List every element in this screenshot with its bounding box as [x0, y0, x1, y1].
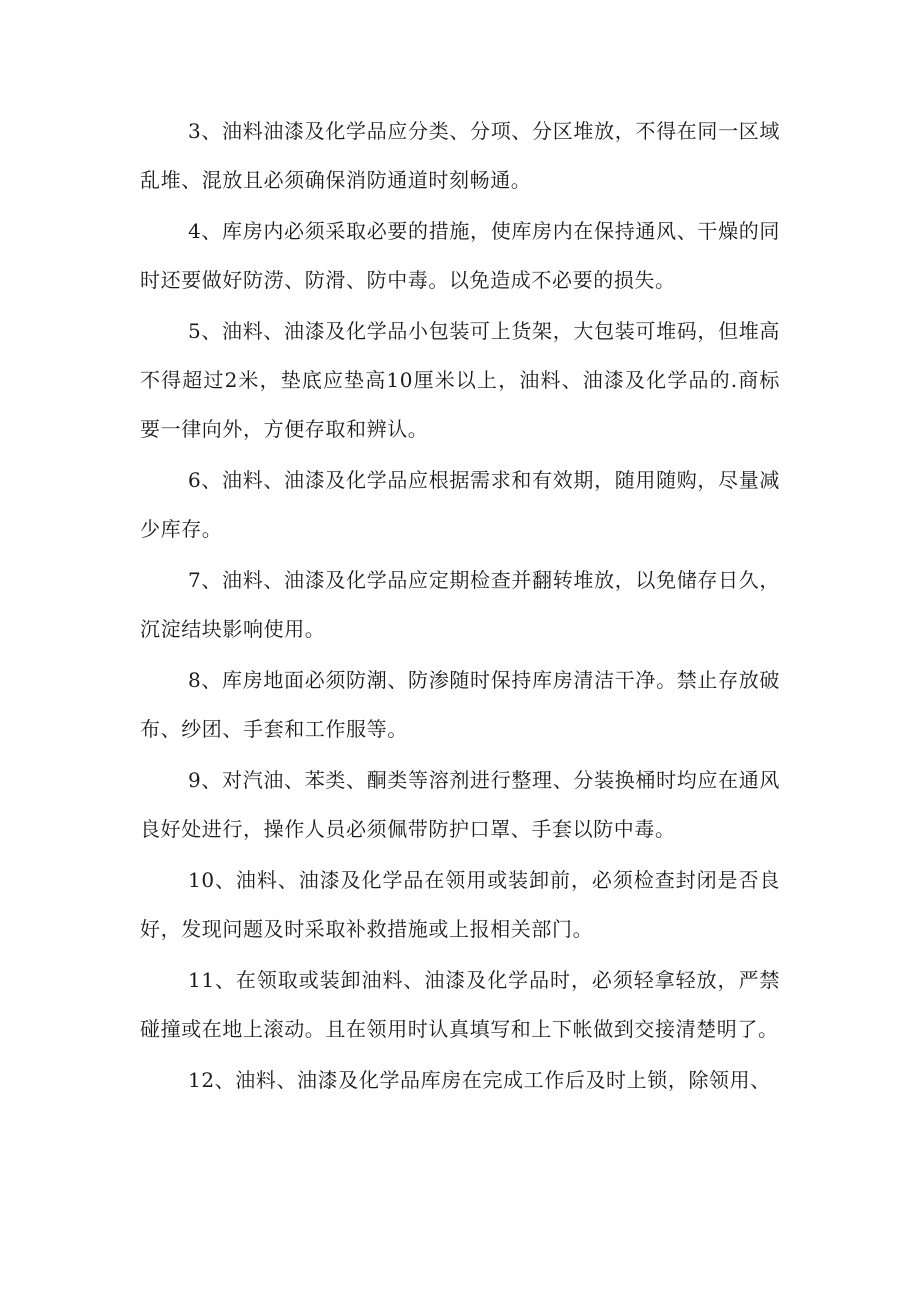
- paragraph-item-5: 5、油料、油漆及化学品小包装可上货架，大包装可堆码，但堆高不得超过2米，垫底应垫高10厘米以上，油料、油漆及化学品的.商标要一律向外，方便存取和辨认。: [140, 319, 780, 441]
- paragraph-item-6: 6、油料、油漆及化学品应根据需求和有效期，随用随购，尽量减少库存。: [140, 468, 780, 541]
- document-body: [140, 107, 780, 1107]
- paragraph-item-4: 4、库房内必须采取必要的措施，使库房内在保持通风、干燥的同时还要做好防涝、防滑、防中毒。以免造成不必要的损失。: [140, 219, 780, 292]
- paragraph-item-7: 7、油料、油漆及化学品应定期检查并翻转堆放，以免储存日久，沉淀结块影响使用。: [140, 568, 780, 641]
- paragraph-item-10: 10、油料、油漆及化学品在领用或装卸前，必须检查封闭是否良好，发现问题及时采取补救措施或上报相关部门。: [140, 868, 780, 941]
- paragraph-item-9: 9、对汽油、苯类、酮类等溶剂进行整理、分装换桶时均应在通风良好处进行，操作人员必须佩带防护口罩、手套以防中毒。: [140, 768, 780, 841]
- paragraph-item-12: 12、油料、油漆及化学品库房在完成工作后及时上锁，除领用、: [188, 1068, 771, 1092]
- paragraph-item-11: 11、在领取或装卸油料、油漆及化学品时，必须轻拿轻放，严禁碰撞或在地上滚动。且在领用时认真填写和上下帐做到交接清楚明了。: [140, 968, 780, 1041]
- paragraph-item-8: 8、库房地面必须防潮、防渗随时保持库房清洁干净。禁止存放破布、纱团、手套和工作服等。: [140, 668, 780, 741]
- paragraph-item-3: 3、油料油漆及化学品应分类、分项、分区堆放，不得在同一区域乱堆、混放且必须确保消防通道时刻畅通。: [140, 119, 780, 192]
